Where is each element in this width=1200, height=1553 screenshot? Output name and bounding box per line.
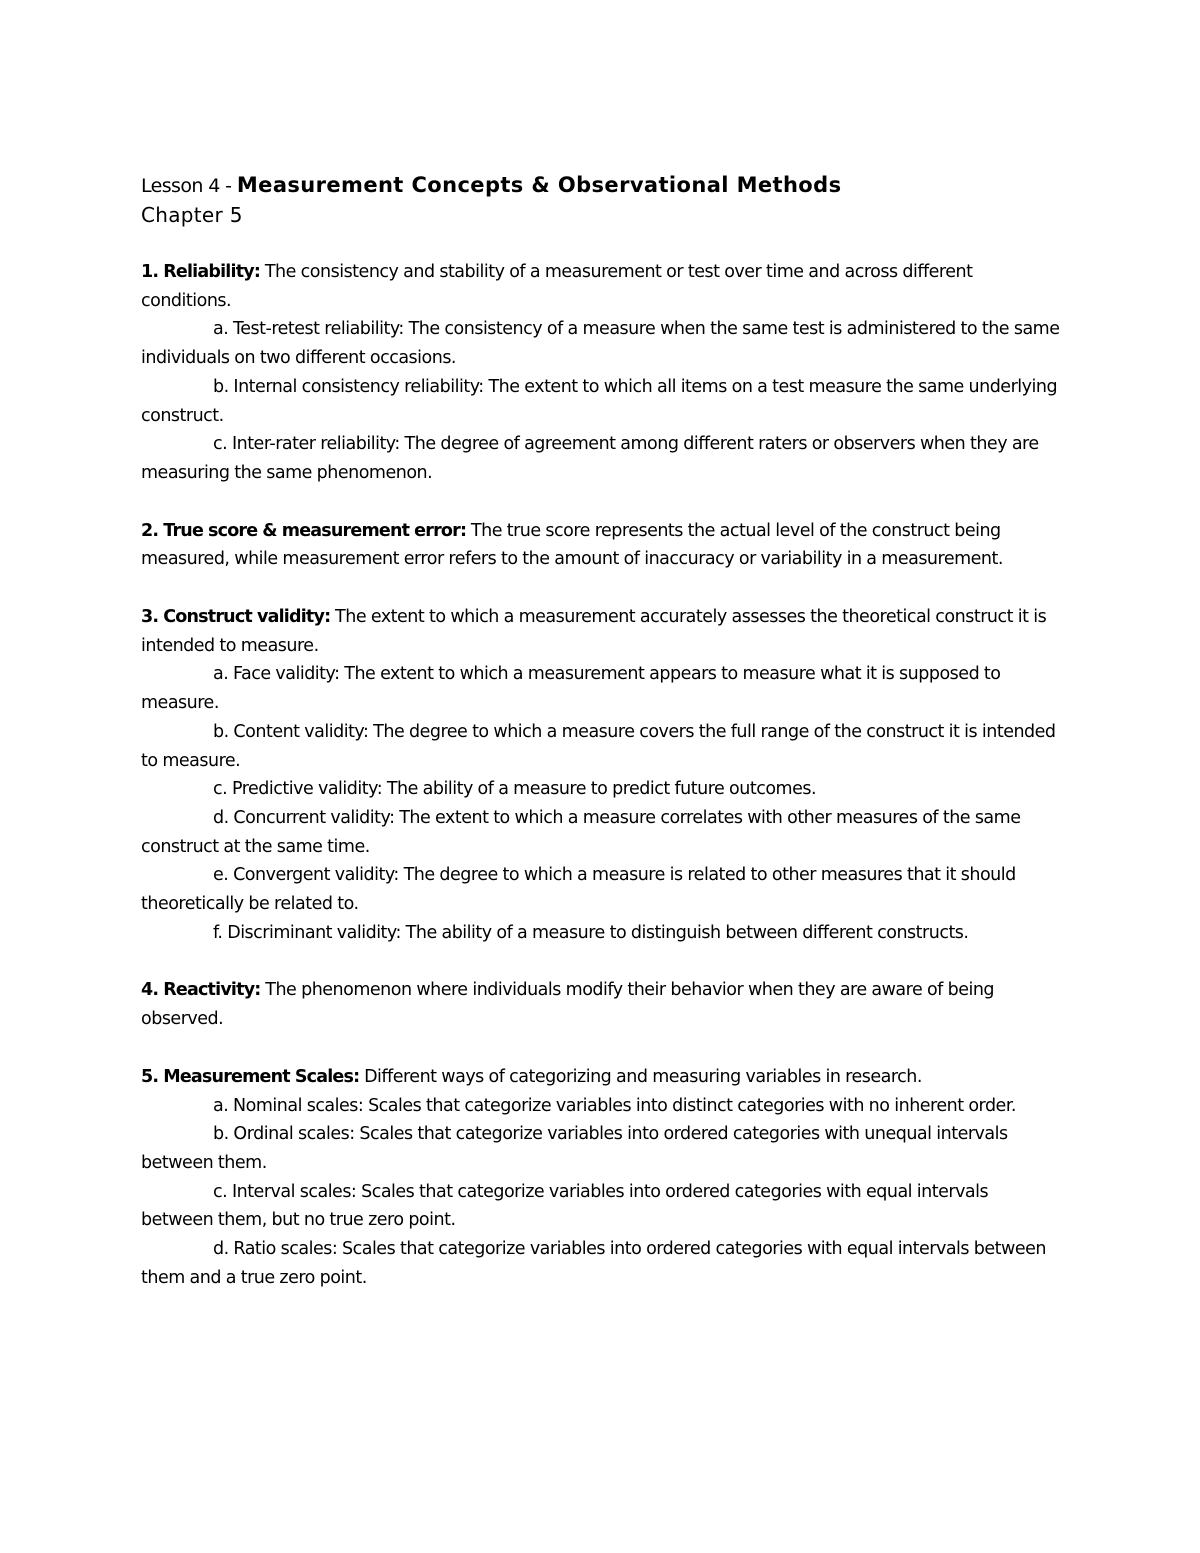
section-number: 1.: [141, 262, 159, 282]
section-term: [141, 262, 260, 282]
section-reactivity: [141, 976, 1061, 1033]
list-item: a. Nominal scales: Scales that categorize variables into distinct categories with no inherent order.: [213, 1095, 1016, 1116]
list-item: c. Predictive validity: The ability of a measure to predict future outcomes.: [213, 779, 817, 800]
section-term: [141, 980, 261, 1000]
document-body: [141, 170, 1061, 1322]
list-item: d. Ratio scales: Scales that categorize variables into ordered categories with equal intervals between them and a true zero point.: [141, 1239, 1046, 1288]
section-construct-validity: [141, 603, 1061, 947]
section-paragraph: [141, 258, 1061, 315]
section-term-text: Construct validity:: [163, 607, 331, 628]
section-reliability: [141, 258, 1061, 488]
list-item: d. Concurrent validity: The extent to which a measure correlates with other measures of the same construct at the same time.: [141, 807, 1021, 857]
section-measurement-scales: [141, 1063, 1061, 1293]
section-paragraph: [141, 603, 1061, 660]
list-item: f. Discriminant validity: The ability of a measure to distinguish between different constructs.: [213, 922, 969, 943]
section-definition: Different ways of categorizing and measuring variables in research.: [364, 1066, 922, 1087]
section-number: 3.: [141, 607, 159, 628]
list-item: a. Face validity: The extent to which a measurement appears to measure what it is supposed to measure.: [141, 664, 1001, 714]
list-item: b. Internal consistency reliability: The extent to which all items on a test measure the same underlying construct.: [141, 376, 1058, 426]
section-paragraph: [141, 1063, 1061, 1092]
section-definition: The extent to which a measurement accurately assesses the theoretical construct it is intended to measure.: [141, 607, 1047, 656]
section-term: [141, 607, 330, 627]
list-item: e. Convergent validity: The degree to which a measure is related to other measures that it should theoretically be related to.: [141, 865, 1016, 915]
section-term-text: Reliability:: [163, 262, 261, 282]
list-item: c. Interval scales: Scales that categorize variables into ordered categories with equal intervals between them, but no true zero point.: [141, 1181, 989, 1231]
section-definition: The consistency and stability of a measurement or test over time and across different conditions.: [141, 262, 973, 311]
section-term-text: True score & measurement error:: [163, 520, 467, 541]
list-item: a. Test-retest reliability: The consistency of a measure when the same test is administered to the same individuals on two different occasions.: [141, 319, 1060, 369]
section-definition: The phenomenon where individuals modify their behavior when they are aware of being observed.: [141, 980, 995, 1030]
lesson-heading: Measurement Concepts & Observational Methods: [236, 173, 842, 197]
section-term: [141, 521, 466, 541]
section-paragraph: [141, 517, 1061, 574]
section-number: 5.: [141, 1066, 159, 1087]
lesson-label: Lesson 4 -: [141, 175, 237, 197]
section-term-text: Measurement Scales:: [163, 1066, 360, 1087]
list-item: c. Inter-rater reliability: The degree of agreement among different raters or observers when they are measuring the same phenomenon.: [141, 434, 1039, 483]
chapter-label: Chapter 5: [141, 203, 243, 227]
document-title: [141, 170, 1061, 201]
section-term-text: Reactivity:: [163, 980, 261, 1001]
section-paragraph: [141, 976, 1061, 1033]
section-number: 2.: [141, 520, 159, 541]
list-item: b. Content validity: The degree to which a measure covers the full range of the construct it is intended to measure.: [141, 721, 1056, 771]
section-term: [141, 1067, 359, 1087]
section-true-score: [141, 517, 1061, 574]
section-number: 4.: [141, 980, 159, 1001]
section-definition: The true score represents the actual level of the construct being measured, while measurement error refers to the amount of inaccuracy or variability in a measurement.: [141, 520, 1003, 570]
list-item: b. Ordinal scales: Scales that categorize variables into ordered categories with unequal intervals between them.: [141, 1124, 1008, 1173]
